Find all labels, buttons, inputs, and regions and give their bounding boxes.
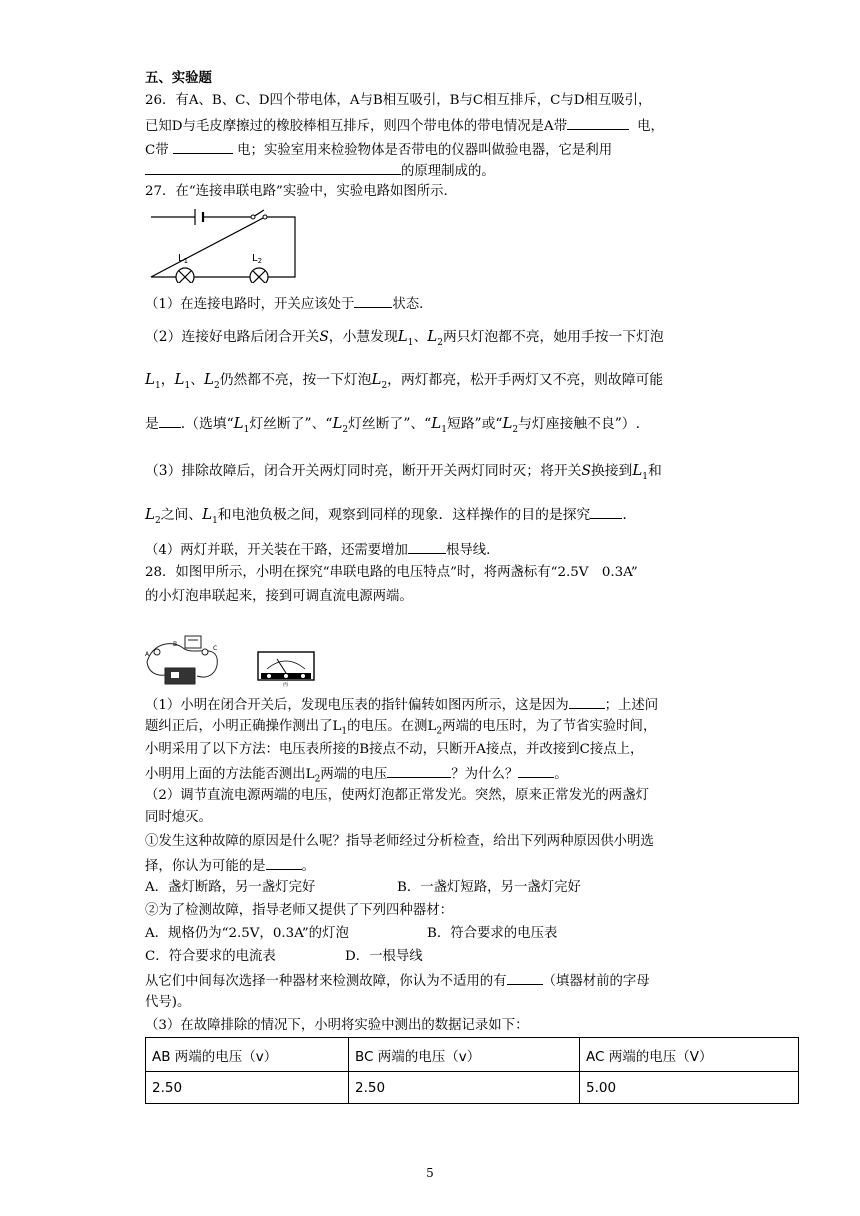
q28-option-a: A．盏灯断路，另一盏灯完好 xyxy=(145,880,316,895)
svg-text:丙: 丙 xyxy=(283,682,289,687)
q27-part3-line1: （3）排除故障后，闭合开关两灯同时亮，断开开关两灯同时灭；将开关S换接到$L_1$和 xyxy=(145,461,662,482)
answer-blank xyxy=(387,764,451,778)
q28-part2-q2-line1: 从它们中间每次选择一种器材来检测故障，你认为不适用的有 （填器材前的字母 xyxy=(145,971,650,991)
q27-intro: 27．在“连接串联电路”实验中，实验电路如图所示. xyxy=(145,184,448,199)
q27-part2-line1: （2）连接好电路后闭合开关S，小慧发现$L_1$、$L_2$两只灯泡都不亮，她用手按一下灯泡 xyxy=(145,327,664,348)
table-header-cell: AB 两端的电压（v） xyxy=(146,1038,349,1072)
table-cell: 2.50 xyxy=(349,1072,580,1104)
q28-part2-q2-line2: 代号)。 xyxy=(145,995,191,1010)
q28-option-b: B．一盏灯短路，另一盏灯完好 xyxy=(397,880,581,895)
lamp-l2-label: $L_2$ xyxy=(252,253,263,265)
q26-line3: C带 电；实验室用来检验物体是否带电的仪器叫做验电器，它是利用 xyxy=(145,140,612,160)
section-title: 五、实验题 xyxy=(145,70,212,86)
table-header-cell: BC 两端的电压（v） xyxy=(349,1038,580,1072)
q28-part2-q1-line1: ①发生这种故障的原因是什么呢？指导老师经过分析检查，给出下列两种原因供小明选 xyxy=(145,834,654,849)
answer-blank xyxy=(507,971,543,985)
q28-line2: 的小灯泡串联起来，接到可调直流电源两端。 xyxy=(145,589,413,604)
q26-line2: 已知D与毛皮摩擦过的橡胶棒相互排斥，则四个带电体的带电情况是A带 电， xyxy=(145,116,664,136)
q28-part2-q1-line2: 择，你认为可能的是 。 xyxy=(145,856,315,876)
q28-part1-line4: 小明用上面的方法能否测出$L_2$两端的电压 ？为什么？ 。 xyxy=(145,764,568,789)
lamp-l2-icon xyxy=(250,268,268,283)
answer-blank xyxy=(354,294,392,308)
q28-equip-d: D．一根导线 xyxy=(345,949,423,964)
q28-part1-line2: 题纠正后，小明正确操作测出了$L_1$的电压。在测$L_2$两端的电压时，为了节省实验时间， xyxy=(145,719,657,737)
table-header-cell: AC 两端的电压（V） xyxy=(580,1038,799,1072)
q27-part1: （1）在连接电路时，开关应该处于 状态. xyxy=(145,294,423,314)
q26-line4: 的原理制成的。 xyxy=(145,161,495,181)
q28-part2-line1: （2）调节直流电源两端的电压，使两灯泡都正常发光。突然，原来正常发光的两盏灯 xyxy=(145,788,649,803)
q28-line1: 28．如图甲所示，小明在探究“串联电路的电压特点”时，将两盏标有“2.5V 0.3A” xyxy=(145,565,638,580)
answer-blank xyxy=(173,140,233,154)
q27-part2-line3: 是 .（选填“$L_1$灯丝断了”、“$L_2$灯丝断了”、“$L_1$短路”或“$L_2$与灯座接触不良”）. xyxy=(145,414,640,435)
answer-blank xyxy=(567,116,629,130)
q27-part4: （4）两灯并联，开关装在干路，还需要增加 根导线. xyxy=(145,540,490,560)
q28-equip-c: C．符合要求的电流表 xyxy=(145,949,276,964)
q27-part2-line2: $L_1$，$L_1$、$L_2$仍然都不亮，按一下灯泡$L_2$，两灯都亮，松开手两灯又不亮，则故障可能 xyxy=(145,370,664,391)
svg-text:B: B xyxy=(173,641,178,648)
answer-blank xyxy=(408,540,446,554)
q27-part3-line2: $L_2$之间、$L_1$和电池负极之间，观察到同样的现象．这样操作的目的是探究 . xyxy=(145,505,627,526)
table-row xyxy=(146,1072,799,1104)
voltmeter-icon xyxy=(185,636,201,648)
bulb-icon xyxy=(202,649,208,655)
q28-part2-q2: ②为了检测故障，指导老师又提供了下列四种器材： xyxy=(145,903,453,918)
svg-text:A: A xyxy=(145,651,150,658)
page-number: 5 xyxy=(426,1166,434,1180)
lamp-l1-label: $L_1$ xyxy=(178,253,189,265)
table-cell: 2.50 xyxy=(146,1072,349,1104)
svg-text:C: C xyxy=(213,645,218,652)
q28-equip-a: A．规格仍为“2.5V，0.3A”的灯泡 xyxy=(145,926,349,941)
answer-blank xyxy=(159,414,181,428)
q28-part3: （3）在故障排除的情况下，小明将实验中测出的数据记录如下： xyxy=(145,1018,529,1033)
voltage-data-table xyxy=(145,1037,799,1104)
answer-blank xyxy=(145,161,401,175)
answer-blank xyxy=(590,505,622,519)
lamp-l1-icon xyxy=(176,268,194,283)
circuit-wires xyxy=(151,217,295,277)
answer-blank xyxy=(518,764,554,778)
table-header-row xyxy=(146,1038,799,1072)
experiment-setup-figure xyxy=(143,632,221,690)
power-supply-icon xyxy=(165,668,195,684)
bulb-icon xyxy=(154,649,160,655)
voltmeter-dial-figure xyxy=(257,651,315,687)
q28-part1-line1: （1）小明在闭合开关后，发现电压表的指针偏转如图丙所示，这是因为 ；上述问 xyxy=(145,695,658,715)
q26-line1: 26．有A、B、C、D四个带电体，A与B相互吸引，B与C相互排斥，C与D相互吸引， xyxy=(145,93,652,108)
series-circuit-diagram xyxy=(143,203,303,283)
table-cell: 5.00 xyxy=(580,1072,799,1104)
q28-part2-line2: 同时熄灭。 xyxy=(145,810,212,825)
q28-equip-b: B．符合要求的电压表 xyxy=(427,926,558,941)
answer-blank xyxy=(266,856,302,870)
answer-blank xyxy=(569,695,605,709)
q28-part1-line3: 小明采用了以下方法：电压表所接的B接点不动，只断开A接点，并改接到C接点上， xyxy=(145,742,644,757)
